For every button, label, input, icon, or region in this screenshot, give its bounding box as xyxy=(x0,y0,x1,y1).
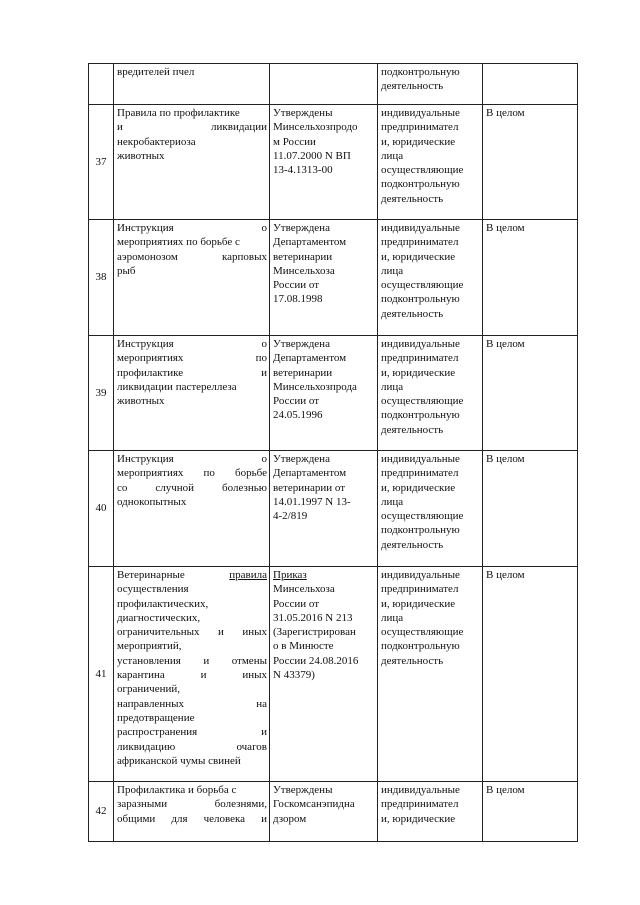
cell-word: распространения xyxy=(117,726,198,739)
cell-word: по xyxy=(255,352,267,365)
cell-word: и xyxy=(261,726,267,739)
cell-word: человека xyxy=(203,812,246,825)
table-row xyxy=(89,567,578,782)
cell-line xyxy=(117,725,267,739)
cell-line: Минсельхозпродо xyxy=(273,121,358,134)
application-scope-cell: В целом xyxy=(483,451,578,567)
cell-word: по xyxy=(203,467,215,480)
cell-line xyxy=(117,625,267,639)
cell-line xyxy=(117,668,267,682)
cell-line: подконтрольную xyxy=(381,640,460,653)
cell-line xyxy=(117,250,267,264)
cell-line: индивидуальные xyxy=(381,453,460,465)
cell-line: однокопытных xyxy=(117,495,187,508)
cell-line: подконтрольную xyxy=(381,524,460,537)
cell-line: и, юридические xyxy=(381,135,456,148)
cell-line xyxy=(117,366,267,380)
application-scope-cell: В целом xyxy=(483,336,578,451)
cell-line: предпринимател xyxy=(381,467,459,480)
cell-word: Инструкция xyxy=(117,453,174,465)
cell-line: и, юридические xyxy=(381,250,456,263)
cell-word: и xyxy=(203,654,210,667)
cell-line: животных xyxy=(117,149,165,162)
cell-word: правила xyxy=(229,569,267,581)
cell-line: индивидуальные xyxy=(381,338,460,350)
cell-word: и xyxy=(261,366,267,379)
cell-line: предпринимател xyxy=(381,798,459,811)
subjects-cell xyxy=(378,451,483,567)
approval-document-cell xyxy=(270,451,378,567)
cell-line xyxy=(117,221,267,235)
cell-line: дзором xyxy=(273,812,307,825)
regulations-table-body xyxy=(89,64,578,842)
cell-line: и, юридические xyxy=(381,481,456,494)
application-scope-cell: В целом xyxy=(483,782,578,842)
regulation-name-cell xyxy=(114,105,270,220)
cell-line: осуществления xyxy=(117,583,189,596)
cell-line: предпринимател xyxy=(381,236,459,249)
cell-word: для xyxy=(171,812,188,825)
table-row xyxy=(89,64,578,105)
cell-line: животных xyxy=(117,395,165,408)
cell-word: карповых xyxy=(221,250,267,263)
regulation-name-cell xyxy=(114,336,270,451)
cell-line xyxy=(117,466,267,480)
approval-document-cell xyxy=(270,336,378,451)
cell-word: очагов xyxy=(236,740,267,753)
regulation-name-cell xyxy=(114,220,270,336)
cell-line: диагностических, xyxy=(117,611,201,624)
cell-word: на xyxy=(256,697,267,710)
cell-line: Минсельхоза xyxy=(273,264,335,277)
table-row xyxy=(89,336,578,451)
cell-line: мероприятиях по борьбе с xyxy=(117,236,240,249)
cell-line: Утверждена xyxy=(273,338,330,350)
row-number xyxy=(89,64,114,105)
cell-line: предпринимател xyxy=(381,121,459,134)
cell-line: осуществляющие xyxy=(381,395,464,408)
cell-word: мероприятиях xyxy=(117,467,184,480)
row-number: 37 xyxy=(89,105,114,220)
cell-line: Утверждены xyxy=(273,107,333,119)
cell-line: 14.01.1997 N 13- xyxy=(273,495,351,508)
cell-line: лица xyxy=(381,611,404,624)
cell-word: и xyxy=(200,669,207,682)
regulation-name-cell xyxy=(114,782,270,842)
cell-line xyxy=(117,740,267,754)
subjects-cell xyxy=(378,220,483,336)
approval-document-cell xyxy=(270,105,378,220)
cell-line: о в Минюсте xyxy=(273,640,334,653)
cell-line: Утверждены xyxy=(273,784,333,796)
cell-line: индивидуальные xyxy=(381,784,460,796)
cell-line: Правила по профилактике xyxy=(117,107,240,119)
cell-line: рыб xyxy=(117,264,136,277)
cell-line: деятельность xyxy=(381,538,444,551)
cell-line: 31.05.2016 N 213 xyxy=(273,611,353,624)
cell-line: деятельность xyxy=(381,423,444,436)
cell-line: Департаментом xyxy=(273,352,347,365)
regulation-name-cell xyxy=(114,64,270,105)
cell-line: некробактериоза xyxy=(117,135,196,148)
row-number: 40 xyxy=(89,451,114,567)
cell-line: африканской чумы свиней xyxy=(117,754,241,767)
application-scope-cell xyxy=(483,64,578,105)
cell-line: подконтрольную xyxy=(381,178,460,191)
cell-line: лица xyxy=(381,495,404,508)
regulation-name-cell xyxy=(114,451,270,567)
cell-word: ликвидации xyxy=(211,121,267,134)
cell-word: Инструкция xyxy=(117,222,174,234)
cell-line: осуществляющие xyxy=(381,626,464,639)
cell-word: общими xyxy=(117,812,156,825)
cell-word: иных xyxy=(242,669,267,682)
cell-word: борьбе xyxy=(235,467,267,480)
cell-line: Департаментом xyxy=(273,236,347,249)
cell-line: м России xyxy=(273,135,316,148)
cell-word: Ветеринарные xyxy=(117,569,185,581)
subjects-cell xyxy=(378,105,483,220)
cell-line: России от xyxy=(273,395,320,408)
cell-line: Минсельхоза xyxy=(273,583,335,596)
cell-word: и xyxy=(218,626,224,639)
cell-line: предпринимател xyxy=(381,352,459,365)
cell-line xyxy=(117,812,267,826)
cell-line xyxy=(117,351,267,365)
cell-line: России 24.08.2016 xyxy=(273,654,359,667)
cell-line: профилактических, xyxy=(117,597,209,610)
cell-line: России от xyxy=(273,597,320,610)
table-row xyxy=(89,105,578,220)
cell-line: и, юридические xyxy=(381,597,456,610)
cell-word: аэромонозом xyxy=(117,250,178,263)
subjects-cell xyxy=(378,64,483,105)
cell-line xyxy=(117,120,267,134)
cell-line: России от xyxy=(273,279,320,292)
approval-document-cell xyxy=(270,220,378,336)
cell-line xyxy=(117,697,267,711)
cell-line xyxy=(117,337,267,351)
cell-word: иных xyxy=(242,626,267,639)
subjects-cell xyxy=(378,567,483,782)
cell-line: ветеринарии xyxy=(273,250,333,263)
row-number: 39 xyxy=(89,336,114,451)
cell-line: индивидуальные xyxy=(381,222,460,234)
cell-line: лица xyxy=(381,380,404,393)
application-scope-cell: В целом xyxy=(483,105,578,220)
cell-line: осуществляющие xyxy=(381,510,464,523)
cell-line: ликвидации пастереллеза xyxy=(117,380,237,393)
cell-word: со xyxy=(117,481,128,494)
cell-line: лица xyxy=(381,264,404,277)
cell-word: о xyxy=(261,453,267,465)
cell-line: лица xyxy=(381,149,404,162)
cell-line: индивидуальные xyxy=(381,569,460,581)
application-scope-cell: В целом xyxy=(483,567,578,782)
cell-line: Утверждена xyxy=(273,222,330,234)
cell-line xyxy=(117,481,267,495)
application-scope-cell: В целом xyxy=(483,220,578,336)
cell-line: 11.07.2000 N ВП xyxy=(273,149,351,162)
cell-line: деятельность xyxy=(381,80,444,93)
cell-word: профилактике xyxy=(117,366,184,379)
cell-line: Госкомсанэпидна xyxy=(273,798,355,811)
cell-word: установления xyxy=(117,654,181,667)
cell-word: и xyxy=(261,812,267,825)
cell-line: деятельность xyxy=(381,654,444,667)
table-row xyxy=(89,220,578,336)
cell-line: 24.05.1996 xyxy=(273,409,323,422)
cell-line: и, юридические xyxy=(381,812,456,825)
subjects-cell xyxy=(378,336,483,451)
cell-word: о xyxy=(261,222,267,234)
cell-line: ветеринарии xyxy=(273,366,333,379)
cell-line: N 43379) xyxy=(273,669,315,682)
cell-word: отмены xyxy=(231,654,267,667)
approval-document-cell xyxy=(270,64,378,105)
cell-word: карантина xyxy=(117,669,165,682)
cell-word: и xyxy=(117,121,123,134)
cell-line: Департаментом xyxy=(273,467,347,480)
cell-word: болезнью xyxy=(222,481,267,494)
cell-line: Утверждена xyxy=(273,453,330,465)
cell-word: болезнями, xyxy=(214,798,267,811)
cell-line: и, юридические xyxy=(381,366,456,379)
cell-line: (Зарегистрирован xyxy=(273,626,356,639)
table-row xyxy=(89,782,578,842)
cell-word: о xyxy=(261,338,267,350)
cell-line: Минсельхозпрода xyxy=(273,380,357,393)
cell-line: подконтрольную xyxy=(381,66,460,78)
cell-line: Профилактика и борьба с xyxy=(117,784,237,796)
cell-line: ограничений, xyxy=(117,683,180,696)
row-number: 41 xyxy=(89,567,114,782)
cell-line: вредителей пчел xyxy=(117,66,195,78)
cell-line: осуществляющие xyxy=(381,164,464,177)
row-number: 38 xyxy=(89,220,114,336)
cell-line: 13-4.1313-00 xyxy=(273,164,333,177)
cell-line xyxy=(117,568,267,582)
cell-word: Инструкция xyxy=(117,338,174,350)
cell-word: случной xyxy=(155,481,195,494)
cell-line xyxy=(117,797,267,811)
regulations-table xyxy=(88,63,578,842)
table-row xyxy=(89,451,578,567)
cell-line: деятельность xyxy=(381,307,444,320)
cell-word: ограничительных xyxy=(117,626,200,639)
cell-word: мероприятиях xyxy=(117,352,184,365)
cell-line: предотвращение xyxy=(117,711,195,724)
cell-word: ликвидацию xyxy=(117,740,176,753)
cell-line: подконтрольную xyxy=(381,409,460,422)
row-number: 42 xyxy=(89,782,114,842)
cell-line: ветеринарии от xyxy=(273,481,346,494)
cell-line: мероприятий, xyxy=(117,640,182,653)
regulation-name-cell xyxy=(114,567,270,782)
subjects-cell xyxy=(378,782,483,842)
cell-line xyxy=(117,654,267,668)
approval-document-cell xyxy=(270,567,378,782)
cell-line xyxy=(117,452,267,466)
cell-line: Приказ xyxy=(273,569,307,581)
cell-word: направленных xyxy=(117,697,184,710)
cell-line: подконтрольную xyxy=(381,293,460,306)
cell-line: 17.08.1998 xyxy=(273,293,323,306)
approval-document-cell xyxy=(270,782,378,842)
cell-line: индивидуальные xyxy=(381,107,460,119)
cell-line: деятельность xyxy=(381,192,444,205)
cell-word: заразными xyxy=(117,798,168,811)
cell-line: осуществляющие xyxy=(381,279,464,292)
cell-line: предпринимател xyxy=(381,583,459,596)
cell-line: 4-2/819 xyxy=(273,510,308,523)
